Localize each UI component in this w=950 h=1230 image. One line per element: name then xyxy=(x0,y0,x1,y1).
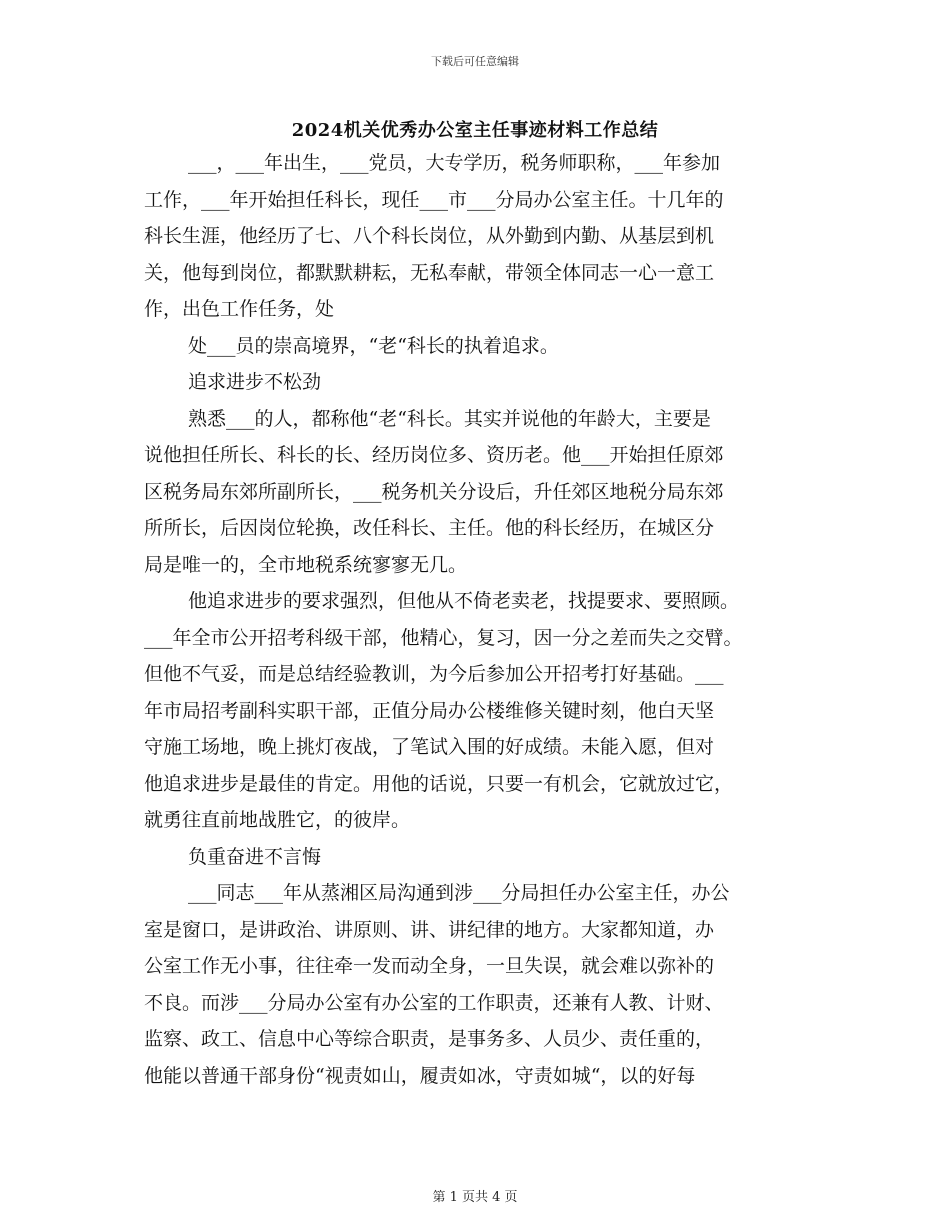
document-body xyxy=(144,145,814,1094)
body-line: 他能以普通干部身份“视责如山，履责如冰，守责如城“，以的好每 xyxy=(144,1064,696,1087)
body-line: 年市局招考副科实职干部，正值分局办公楼维修关键时刻，他白天坚 xyxy=(144,699,715,722)
body-line: 处___员的崇高境界，“老“科长的执着追求。 xyxy=(188,334,559,357)
body-line: 守施工场地，晚上挑灯夜战，了笔试入围的好成绩。未能入愿，但对 xyxy=(144,736,715,758)
body-line: 作，出色工作任务，处 xyxy=(144,298,335,320)
body-line: 区税务局东郊所副所长，___税务机关分设后，升任郊区地税分局东郊 xyxy=(144,480,724,503)
body-line: 说他担任所长、科长的长、经历岗位多、资历老。他___开始担任原郊 xyxy=(144,444,724,466)
body-line: 就勇往直前地战胜它，的彼岸。 xyxy=(144,809,411,831)
body-line: 公室工作无小事，往往牵一发而动全身，一旦失误，就会难以弥补的 xyxy=(144,955,715,977)
body-line: 所所长，后因岗位轮换，改任科长、主任。他的科长经历，在城区分 xyxy=(144,517,715,539)
body-line: 他追求进步的要求强烈，但他从不倚老卖老，找提要求、要照顾。 xyxy=(188,590,740,612)
section-heading: 追求进步不松劲 xyxy=(188,371,322,393)
page-footer: 第 1 页共 4 页 xyxy=(432,1190,518,1205)
body-line: 但他不气妥，而是总结经验教训，为今后参加公开招考打好基础。___ xyxy=(144,663,724,685)
body-line: ___，___年出生，___党员，大专学历，税务师职称，___年参加 xyxy=(188,152,721,174)
body-line: ___同志___年从蒸湘区局沟通到涉___分局担任办公室主任，办公 xyxy=(188,882,730,904)
section-heading: 负重奋进不言悔 xyxy=(188,845,322,868)
document-title: 2024机关优秀办公室主任事迹材料工作总结 xyxy=(291,120,659,141)
body-line: 不良。而涉___分局办公室有办公室的工作职责，还兼有人教、计财、 xyxy=(144,991,724,1014)
body-line: ___年全市公开招考科级干部，他精心，复习，因一分之差而失之交臂。 xyxy=(144,626,743,649)
body-line: 工作，___年开始担任科长，现任___市___分局办公室主任。十几年的 xyxy=(144,188,724,211)
body-line: 局是唯一的，全市地税系统寥寥无几。 xyxy=(144,553,468,576)
body-line: 监察、政工、信息中心等综合职责，是事务多、人员少、责任重的， xyxy=(144,1028,715,1050)
body-line: 科长生涯，他经历了七、八个科长岗位，从外勤到内勤、从基层到机 xyxy=(144,225,715,247)
body-line: 他追求进步是最佳的肯定。用他的话说，只要一有机会，它就放过它， xyxy=(144,772,734,795)
body-line: 关，他每到岗位，都默默耕耘，无私奉献，带领全体同志一心一意工 xyxy=(144,261,715,284)
body-line: 室是窗口，是讲政治、讲原则、讲、讲纪律的地方。大家都知道，办 xyxy=(144,918,715,941)
page-header: 下载后可任意编辑 xyxy=(431,55,519,68)
body-line: 熟悉___的人，都称他“老“科长。其实并说他的年龄大，主要是 xyxy=(188,407,711,430)
